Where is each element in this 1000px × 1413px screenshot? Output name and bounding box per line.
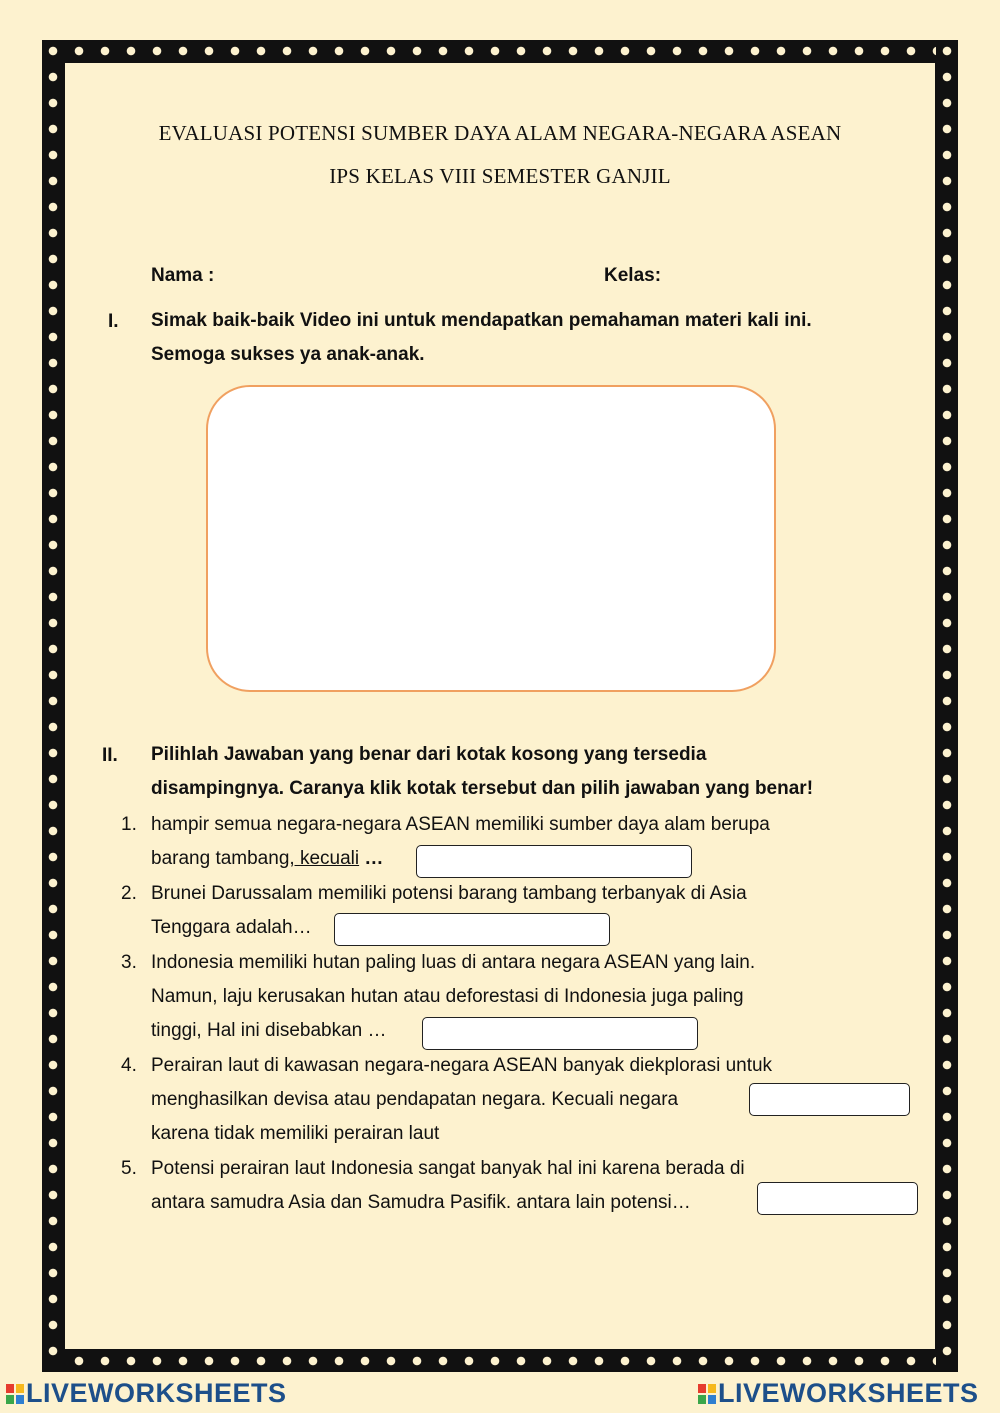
question-4-number: 4.	[121, 1055, 137, 1076]
question-3-line1: Indonesia memiliki hutan paling luas di antara negara ASEAN yang lain.	[151, 952, 756, 973]
question-3-line2: Namun, laju kerusakan hutan atau deforestasi di Indonesia juga paling	[151, 986, 744, 1007]
section2-instructions	[151, 738, 813, 806]
answer-3-input[interactable]	[422, 1017, 698, 1050]
section1-line1: Simak baik-baik Video ini untuk mendapatkan pemahaman materi kali ini.	[151, 310, 812, 331]
answer-2-input[interactable]	[334, 913, 610, 946]
border-left	[42, 40, 64, 1372]
section2-line2: disampingnya. Caranya klik kotak tersebut dan pilih jawaban yang benar!	[151, 778, 814, 799]
question-4-line1: Perairan laut di kawasan negara-negara ASEAN banyak diekplorasi untuk	[151, 1055, 773, 1076]
footer-brand-left-text: LIVEWORKSHEETS	[26, 1378, 287, 1408]
question-1-text-c: …	[359, 848, 384, 869]
question-1-text-a: barang tambang	[151, 848, 290, 869]
answer-1-input[interactable]	[416, 845, 692, 878]
question-1-line2	[151, 848, 383, 870]
question-5-line2: antara samudra Asia dan Samudra Pasifik. antara lain potensi…	[151, 1192, 691, 1213]
section1-instructions	[151, 304, 812, 372]
question-4-line2: menghasilkan devisa atau pendapatan negara. Kecuali negara	[151, 1089, 679, 1110]
liveworksheets-logo-icon	[698, 1384, 716, 1404]
kelas-label: Kelas:	[604, 265, 662, 286]
question-5-line1: Potensi perairan laut Indonesia sangat banyak hal ini karena berada di	[151, 1158, 745, 1179]
border-top	[42, 40, 958, 62]
question-2-line2: Tenggara adalah…	[151, 917, 312, 938]
footer-brand-right	[698, 1378, 979, 1409]
question-4-line3: karena tidak memiliki perairan laut	[151, 1123, 440, 1144]
page-frame	[64, 62, 936, 1350]
section2-line1: Pilihlah Jawaban yang benar dari kotak kosong yang tersedia	[151, 744, 707, 765]
question-5-number: 5.	[121, 1158, 137, 1179]
question-1-number: 1.	[121, 814, 137, 835]
liveworksheets-logo-icon	[6, 1384, 24, 1404]
question-3-number: 3.	[121, 952, 137, 973]
border-right	[936, 40, 958, 1372]
section2-number: II.	[102, 745, 118, 766]
question-3-line3: tinggi, Hal ini disebabkan …	[151, 1020, 387, 1041]
nama-label: Nama :	[151, 265, 215, 286]
section1-line2: Semoga sukses ya anak-anak.	[151, 344, 425, 365]
question-1-text-b: , kecuali	[289, 848, 360, 869]
answer-5-input[interactable]	[757, 1182, 918, 1215]
answer-4-input[interactable]	[749, 1083, 910, 1116]
footer-brand-right-text: LIVEWORKSHEETS	[718, 1378, 979, 1408]
question-2-number: 2.	[121, 883, 137, 904]
border-bottom	[42, 1350, 958, 1372]
question-1-line1: hampir semua negara-negara ASEAN memiliki sumber daya alam berupa	[151, 814, 770, 835]
section1-number: I.	[108, 311, 119, 332]
footer-brand-left	[6, 1378, 287, 1409]
page-title: EVALUASI POTENSI SUMBER DAYA ALAM NEGARA-NEGARA ASEAN	[158, 121, 842, 145]
page-subtitle: IPS KELAS VIII SEMESTER GANJIL	[329, 164, 671, 188]
question-2-line1: Brunei Darussalam memiliki potensi barang tambang terbanyak di Asia	[151, 883, 747, 904]
video-player[interactable]	[206, 385, 776, 692]
